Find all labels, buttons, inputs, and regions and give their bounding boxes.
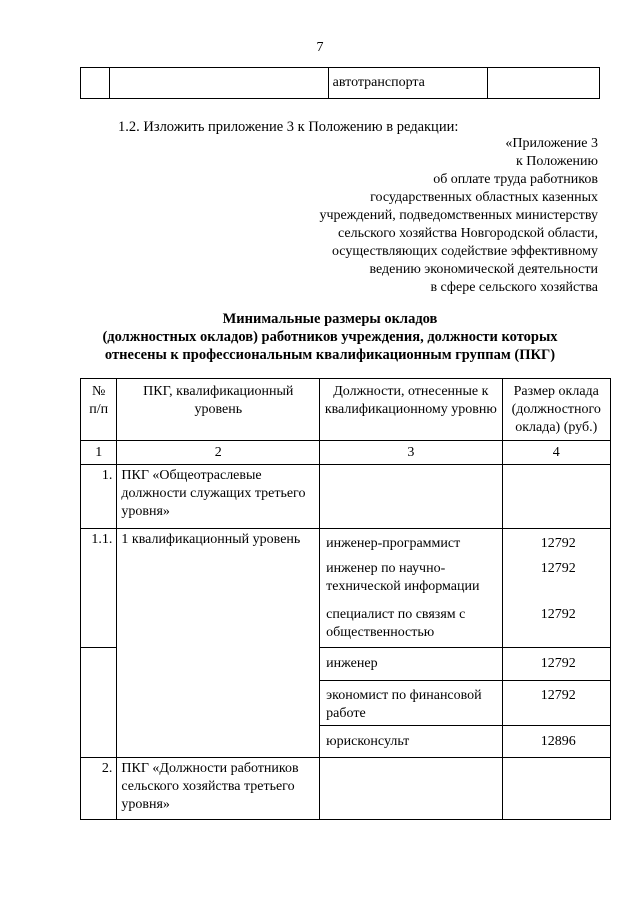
col-number: 2: [117, 441, 320, 465]
position-salary: 12792: [502, 558, 610, 602]
position-title: юрисконсульт: [320, 726, 502, 758]
level-name: 1 квалификационный уровень: [117, 529, 320, 758]
instruction-text: 1.2. Изложить приложение 3 к Положению в редакции:: [118, 119, 459, 135]
empty-cell: [502, 758, 610, 820]
position-salary: 12792: [502, 681, 610, 726]
annex-line: в сфере сельского хозяйства: [430, 280, 598, 295]
empty-cell: [81, 648, 117, 758]
position-title: экономист по финансовой работе: [320, 681, 502, 726]
table-row: [81, 758, 611, 820]
annex-line: ведению экономической деятельности: [369, 262, 598, 277]
position-title: инженер: [320, 648, 502, 681]
empty-cell: [502, 465, 610, 529]
row-number: 2.: [81, 758, 117, 820]
col-number: 3: [320, 441, 502, 465]
heading-line: Минимальные размеры окладов: [222, 311, 438, 327]
group-name: ПКГ «Общеотраслевые должности служащих третьего уровня»: [117, 465, 320, 529]
position-salary: 12792: [502, 602, 610, 648]
table-row: [81, 529, 611, 558]
table-row: [81, 465, 611, 529]
position-salary: 12896: [502, 726, 610, 758]
col-number: 4: [502, 441, 610, 465]
position-salary: 12792: [502, 529, 610, 558]
empty-cell: [320, 758, 502, 820]
header-positions: Должности, отнесенные к квалификационному уровню: [320, 379, 502, 441]
group-name: ПКГ «Должности работников сельского хозяйства третьего уровня»: [117, 758, 320, 820]
empty-cell: [488, 68, 600, 99]
row-number: 1.1.: [81, 529, 117, 648]
annex-line: сельского хозяйства Новгородской области,: [338, 226, 598, 241]
column-number-row: [81, 441, 611, 465]
continuation-cell: автотранспорта: [328, 68, 487, 99]
position-title: инженер-программист: [320, 529, 502, 558]
col-number: 1: [81, 441, 117, 465]
page-number: 7: [316, 40, 324, 55]
header-num: № п/п: [81, 379, 117, 441]
header-group: ПКГ, квалификационный уровень: [117, 379, 320, 441]
empty-cell: [320, 465, 502, 529]
salary-table: [80, 378, 611, 820]
heading-line: отнесены к профессиональным квалификационным группам (ПКГ): [104, 347, 556, 363]
row-number: 1.: [81, 465, 117, 529]
continuation-table: [80, 67, 600, 99]
table-heading: [60, 310, 600, 364]
annex-line: об оплате труда работников: [433, 172, 598, 187]
header-salary: Размер оклада (должностного оклада) (руб.): [502, 379, 610, 441]
annex-line: осуществляющих содействие эффективному: [331, 244, 598, 259]
position-salary: 12792: [502, 648, 610, 681]
position-title: инженер по научно-технической информации: [320, 558, 502, 602]
annex-line: государственных областных казенных: [370, 190, 598, 205]
heading-line: (должностных окладов) работников учреждения, должности которых: [102, 329, 558, 345]
header-row: [81, 379, 611, 441]
annex-line: к Положению: [515, 154, 598, 169]
position-title: специалист по связям с общественностью: [320, 602, 502, 648]
annex-header: [319, 135, 598, 297]
empty-cell: [81, 68, 110, 99]
empty-cell: [109, 68, 328, 99]
annex-line: «Приложение 3: [505, 136, 598, 151]
annex-line: учреждений, подведомственных министерству: [319, 208, 598, 223]
